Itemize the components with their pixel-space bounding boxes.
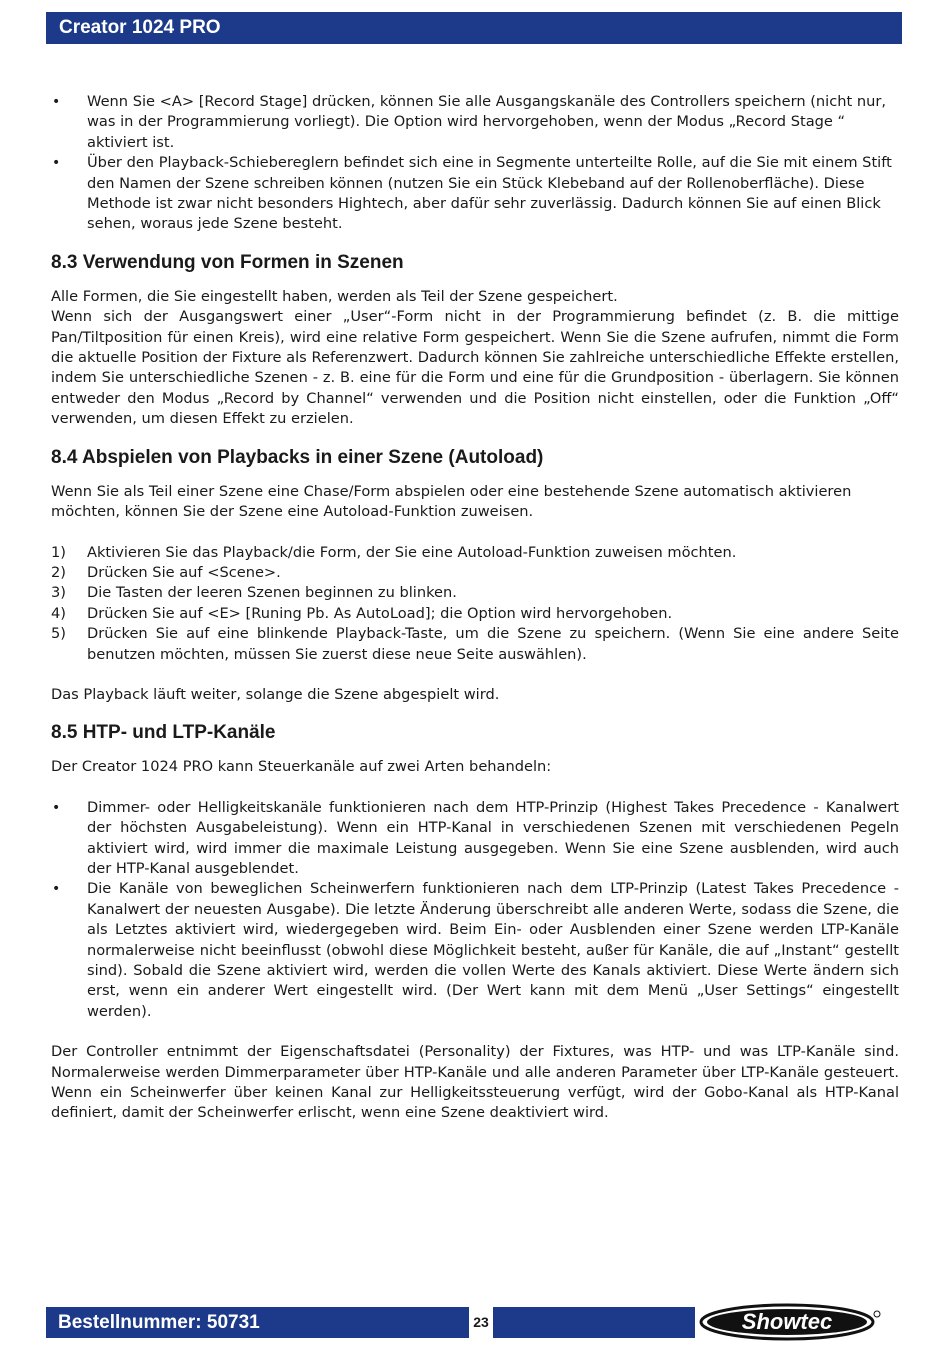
step-text: Drücken Sie auf eine blinkende Playback-Taste, um die Szene zu speichern. (Wenn Sie eine andere Seite benutzen möchten, müssen Sie zuerst diese neue Seite auswählen). — [87, 625, 899, 663]
page-footer — [46, 1307, 695, 1338]
list-item — [51, 583, 899, 603]
step-number: 4) — [51, 604, 66, 622]
header-title: Creator 1024 PRO — [59, 17, 221, 38]
htp-ltp-bullet-list — [51, 798, 899, 1022]
page-number: 23 — [469, 1307, 493, 1338]
step-number: 1) — [51, 543, 66, 561]
step-number: 2) — [51, 563, 66, 581]
list-item: • Dimmer- oder Helligkeitskanäle funktionieren nach dem HTP-Prinzip (Highest Takes Precedence - Kanalwert der höchsten Ausgabeleistung). Wenn ein HTP-Kanal in verschiedenen Szenen mit verschiedenen Pegeln aktiviert wird, wird immer die maximale Leistung ausgegeben. Wenn Sie eine Szene ausblenden, wird auch der HTP-Kanal ausgeblendet. — [51, 798, 899, 880]
list-item: • Die Kanäle von beweglichen Scheinwerfern funktionieren nach dem LTP-Prinzip (Latest Takes Precedence - Kanalwert der neuesten Ausgabe). Die letzte Änderung überschreibt alle anderen Werte, sodass die Szene, die als Letztes aktiviert wird, wiedergegeben wird. Beim Ein- oder Ausblenden einer Szene werden LTP-Kanäle normalerweise nicht beeinflusst (obwohl diese Möglichkeit besteht, außer für Kanäle, die auf „Instant“ gestellt sind). Sobald die Szene aktiviert wird, werden die vollen Werte des Kanals aktiviert. Diese Werte ändern sich erst, wenn ein anderer Wert eingestellt wird. (Der Wert kann mit dem Menü „User Settings“ eingestellt werden). — [51, 879, 899, 1022]
intro-bullet-list — [51, 92, 899, 235]
list-item — [51, 624, 899, 665]
step-text: Die Tasten der leeren Szenen beginnen zu blinken. — [87, 584, 457, 602]
list-item — [51, 563, 899, 583]
step-number: 5) — [51, 625, 66, 643]
list-item — [51, 604, 899, 624]
paragraph: Der Creator 1024 PRO kann Steuerkanäle auf zwei Arten behandeln: — [51, 758, 552, 776]
paragraph: Wenn Sie als Teil einer Szene eine Chase/Form abspielen oder eine bestehende Szene automatisch aktivieren möchten, können Sie der Szene eine Autoload-Funktion zuweisen. — [51, 482, 852, 521]
step-list — [51, 543, 899, 665]
step-text: Aktivieren Sie das Playback/die Form, der Sie eine Autoload-Funktion zuweisen möchten. — [87, 543, 737, 561]
showtec-logo — [695, 1302, 902, 1342]
paragraph: Wenn sich der Ausgangswert einer „User“-Form nicht in der Programmierung befindet (z. B. die mittige Pan/Tiltposition für einen Kreis), wird eine relative Form gespeichert. Wenn Sie die Szene aufrufen, nimmt die Form die aktuelle Position der Fixture als Referenzwert. Dadurch können Sie zahlreiche unterschiedliche Effekte erstellen, indem Sie unterschiedliche Szenen - z. B. eine für die Form und eine für die Grundposition - überlagern. Sie können entweder den Modus „Record by Channel“ verwenden und die Position nicht einstellen, oder die Funktion „Off“ verwenden, um diesen Effekt zu erzielen. — [51, 308, 899, 428]
step-number: 3) — [51, 584, 66, 602]
section-heading-8-4: 8.4 Abspielen von Playbacks in einer Szene (Autoload) — [51, 446, 544, 468]
logo-text: Showtec — [741, 1309, 833, 1334]
section-heading-8-3: 8.3 Verwendung von Formen in Szenen — [51, 251, 404, 273]
section-heading-8-5: 8.5 HTP- und LTP-Kanäle — [51, 722, 276, 744]
paragraph: Alle Formen, die Sie eingestellt haben, werden als Teil der Szene gespeichert. — [51, 287, 618, 305]
page-content — [51, 92, 899, 1124]
step-text: Drücken Sie auf <E> [Runing Pb. As AutoLoad]; die Option wird hervorgehoben. — [87, 604, 673, 622]
step-text: Drücken Sie auf <Scene>. — [87, 563, 281, 581]
showtec-logo-icon — [695, 1302, 902, 1342]
list-item: • Über den Playback-Schiebereglern befindet sich eine in Segmente unterteilte Rolle, auf die Sie mit einem Stift den Namen der Szene schreiben können (nutzen Sie ein Stück Klebeband auf der Rollenoberfläche). Diese Methode ist zwar nicht besonders Hightech, aber dafür sehr zuverlässig. Dadurch können Sie auf einen Blick sehen, woraus jede Szene besteht. — [51, 153, 899, 235]
list-item: • Wenn Sie <A> [Record Stage] drücken, können Sie alle Ausgangskanäle des Controllers speichern (nicht nur, was in der Programmierung vorliegt). Die Option wird hervorgehoben, wenn der Modus „Record Stage “ aktiviert ist. — [51, 92, 899, 153]
list-item — [51, 543, 899, 563]
page-header — [46, 12, 902, 44]
paragraph: Der Controller entnimmt der Eigenschaftsdatei (Personality) der Fixtures, was HTP- und was LTP-Kanäle sind. Normalerweise werden Dimmerparameter über HTP-Kanäle und alle anderen Parameter über LTP-Kanäle gesteuert. Wenn ein Scheinwerfer über keinen Kanal zur Helligkeitssteuerung verfügt, wird der Gobo-Kanal als HTP-Kanal definiert, damit der Scheinwerfer erlischt, wenn eine Szene deaktiviert wird. — [51, 1043, 899, 1122]
paragraph: Das Playback läuft weiter, solange die Szene abgespielt wird. — [51, 685, 500, 703]
order-number: Bestellnummer: 50731 — [58, 1312, 260, 1333]
